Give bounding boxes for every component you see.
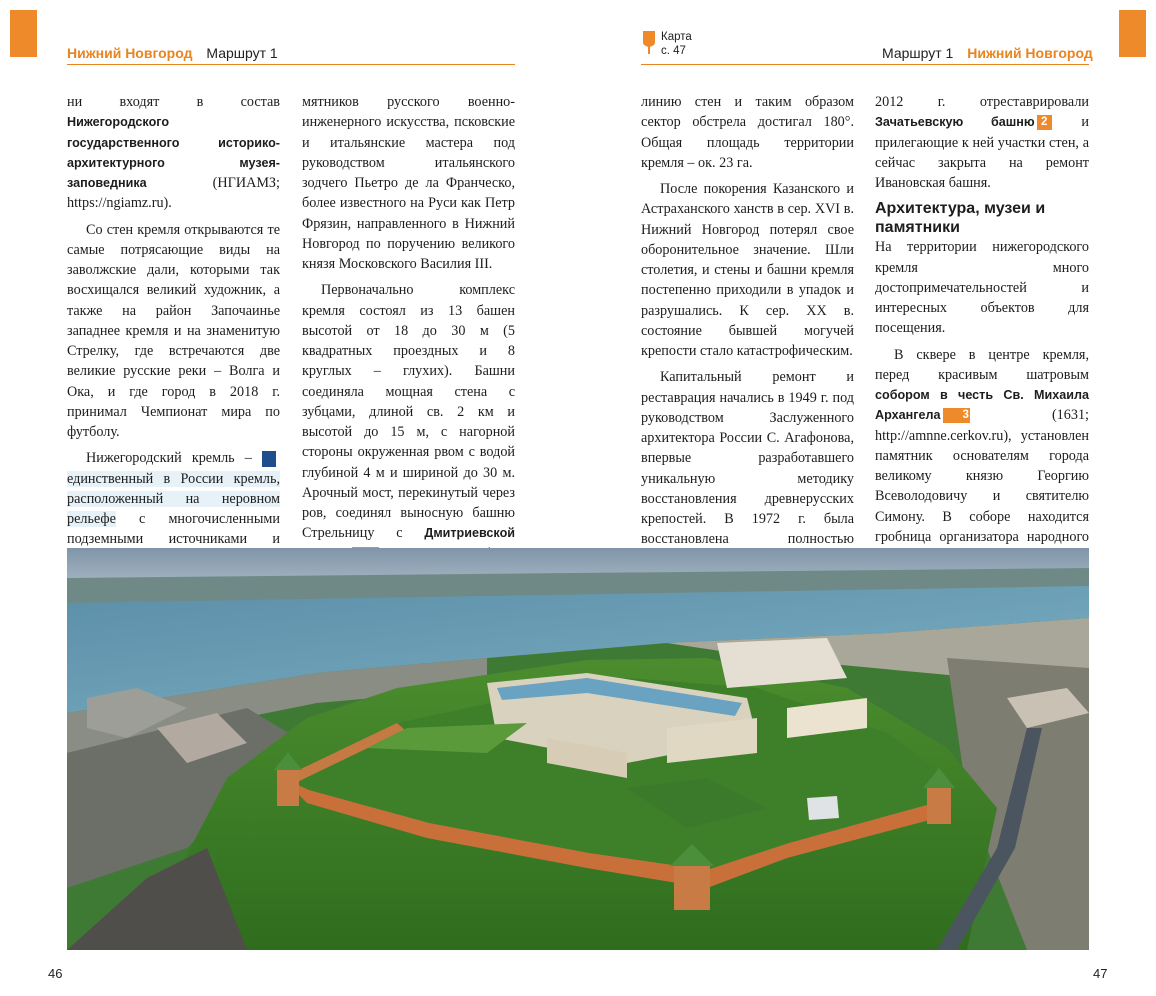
map-pin-icon [641,30,657,56]
text-column-2 [302,92,515,584]
paragraph: Нижегородский кремль – !единственный в России кремль, расположенный на неровном рельефе с многочисленными подземными источниками и [67,450,286,548]
highlighted-fact: единственный в России кремль, расположенный на неровном рельефе [67,470,280,527]
left-header-city: Нижний Новгород [67,45,193,61]
map-marker-3[interactable]: 3 [943,408,970,423]
paragraph: Первоначально комплекс кремля состоял из 13 башен высотой от 18 до 30 м (5 квадратных проездных и 8 круглых – глухих). Башни соединяла мощная стена с зубцами, длиной св. 2 км и высотой до 15 м, с нагорной стороны окруженная рвом с водой глубиной 4 м и шириной до 30 м. Арочный мост, перекинутый через ров, соединял выносную башню Стрельницу с Дмитриевской [302,280,515,584]
cerkov-link[interactable]: http://amnne.cerkov.ru [875,427,1004,444]
left-header-route: Маршрут 1 [206,45,278,61]
right-header-rule [641,64,1089,65]
zachatievskaya-tower: Зачатьевскую башню [875,115,1035,130]
page-number-right: 47 [1093,966,1108,981]
map-reference-text [661,30,692,58]
map-label: Карта [661,31,692,43]
paragraph: мятников русского военно-инженерного искусства, псковские и итальянские мастера под руководством итальянского зодчего Пьетро де ла Франческо, более известного на Руси как Петр Фрязин, направленного в Нижний Новгород по поручению великого князя Московского Василия III. [302,94,515,272]
right-header-route: Маршрут 1 [882,45,954,61]
paragraph: ни входят в состав Нижегородского государственного историко-архитектурного музея-заповедника (НГИАМЗ; https://ngiamz.ru). [67,94,280,212]
text-column-3 [641,92,854,610]
paragraph: После покорения Казанского и Астраханского ханств в сер. XVI в. Нижний Новгород потерял свое оборонительное значение. Шли столетия, и стены и башни кремля постепенно приходили в упадок и разрушались. К сер. XX в. состояние бывшей могучей крепости стало катастрофическим. [641,181,854,359]
kremlin-aerial-photo [67,548,1089,950]
alert-icon: ! [262,451,276,467]
paragraph: На территории нижегородского кремля много достопримечательностей и интересных объектов для посещения. [875,239,1089,337]
dmitrievskaya-tower: Дмитриевской [424,526,515,541]
left-running-header [67,44,278,64]
right-page-tab [1119,10,1146,57]
page-number-left: 46 [48,966,63,981]
archangel-cathedral: собором в честь Св. Михаила Архангела [875,388,1089,423]
left-header-rule [67,64,515,65]
paragraph: Со стен кремля открываются те самые потрясающие виды на заволжские дали, которыми так восхищался великий художник, а также на район Започаинье западнее кремля и на знаменитую Стрелку, где встречаются две великие русские реки – Волга и Ока, и где город в 2018 г. принимал Чемпионат мира по футболу. [67,221,280,440]
map-page: с. 47 [661,45,686,57]
left-page-tab [10,10,37,57]
right-running-header [882,44,1093,64]
museum-name: Нижегородского государственного историко-архитектурного музея-заповедника [67,115,280,190]
right-header-city: Нижний Новгород [967,45,1093,61]
paragraph: линию стен и таким образом сектор обстрела достигал 180°. Общая площадь территории кремля – ок. 23 га. [641,94,854,171]
map-marker-2[interactable]: 2 [1037,115,1052,130]
paragraph: 2012 г. отреставрировали Зачатьевскую башню 2 и прилегающие к ней участки стен, а сейчас закрыта на ремонт Ивановская башня. [875,94,1089,191]
section-heading: Архитектура, музеи и памятники [875,200,1046,237]
paragraph: В сквере в центре кремля, перед красивым шатровым собором в честь Св. Михаила Архангела 3 (1631; http://amnne.cerkov.ru), установлен памятник основателям города великому князю Георгию Всеволодовичу и святителю Симону. В соборе находится гробница организатора народного [875,346,1089,545]
ngiamz-link[interactable]: https://ngiamz.ru [67,195,164,212]
paragraph: Капитальный ремонт и реставрация начались в 1949 г. под руководством Заслуженного архитектора России С. Агафонова, впервые разработавшего уникальную методику восстановления древнерусских крепостей. В 1972 г. была восстановлена полностью [641,369,854,548]
